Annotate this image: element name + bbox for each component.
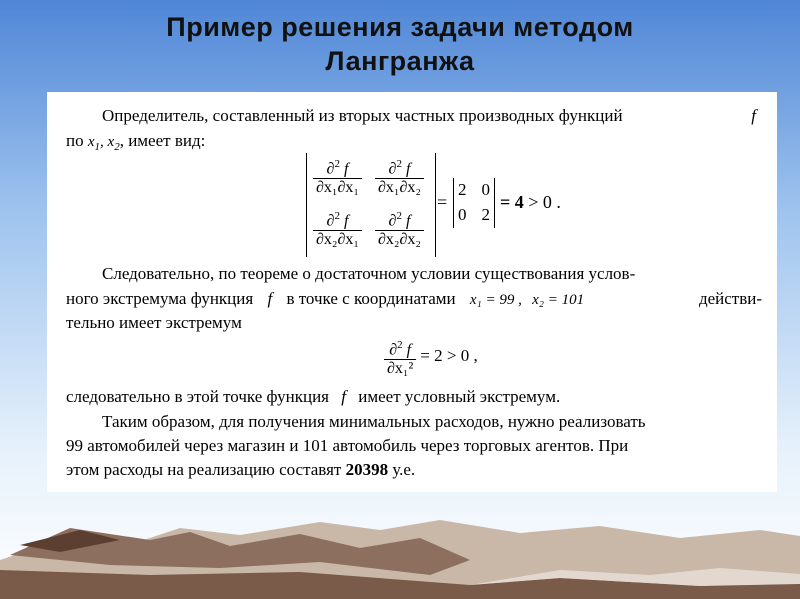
x2-value: x₂ = 101 (532, 292, 585, 308)
m11: 2 (458, 180, 467, 199)
paragraph-summary-line2: 99 автомобилей через магазин и 101 автомобиль через торговых агентов. При (66, 436, 629, 455)
det-cell-11: $\frac{\partial^2 f}{\text{∂x₁∂x₁}}$ (313, 155, 362, 197)
slide-title-line1: Пример решения задачи методом (166, 12, 634, 42)
m22: 2 (481, 205, 490, 224)
intro-has-form: , имеет вид: (119, 131, 206, 150)
paragraph-intro-line1 (66, 104, 762, 128)
total-cost: 20398 (345, 460, 389, 479)
paragraph-summary-line1: Таким образом, для получения минимальных расходов, нужно реализовать (102, 412, 646, 431)
det-cell-22: $\frac{\partial^2 f}{\text{∂x₂∂x₂}}$ (375, 207, 424, 249)
second-derivative-result: = 2 > 0 , (420, 345, 478, 365)
m12: 0 (481, 180, 490, 199)
slide-title (0, 10, 800, 78)
det-result: = 4 > 0 . (500, 192, 561, 212)
x1-value: x₁ = 99 , (469, 292, 522, 308)
paragraph-summary-line3: этом расходы на реализацию составят 20398 у.е. (66, 460, 416, 479)
paragraph-theorem-line2: ного экстремума функция f в точке с координатами x₁ = 99 , x₂ = 101 действи- (66, 289, 762, 308)
m21: 0 (458, 205, 467, 224)
intro-text: Определитель, составленный из вторых частных производных функций (102, 106, 623, 125)
numeric-determinant (453, 178, 495, 228)
det-equals: = (437, 192, 448, 212)
paragraph-theorem-line1: Следовательно, по теореме о достаточном условии существования услов- (102, 264, 636, 283)
vars-x1-x2: $x_1$, $x_2$ (87, 134, 120, 153)
hessian-determinant (306, 153, 436, 257)
second-derivative: $\frac{\partial^2 f}{\text{∂x₁²}}$ = 2 > 0 , (384, 336, 478, 378)
det-cell-21: $\frac{\partial^2 f}{\text{∂x₂∂x₁}}$ (313, 207, 362, 249)
paragraph-theorem-line3: тельно имеет экстремум (66, 313, 242, 332)
paragraph-conclusion: следовательно в этой точке функция f имеет условный экстремум. (66, 387, 561, 406)
slide-title-line2: Лангранжа (325, 46, 475, 76)
intro-po: по (66, 131, 84, 150)
func-f: f (751, 106, 756, 125)
det-cell-12: $\frac{\partial^2 f}{\text{∂x₁∂x₂}}$ (375, 155, 424, 197)
